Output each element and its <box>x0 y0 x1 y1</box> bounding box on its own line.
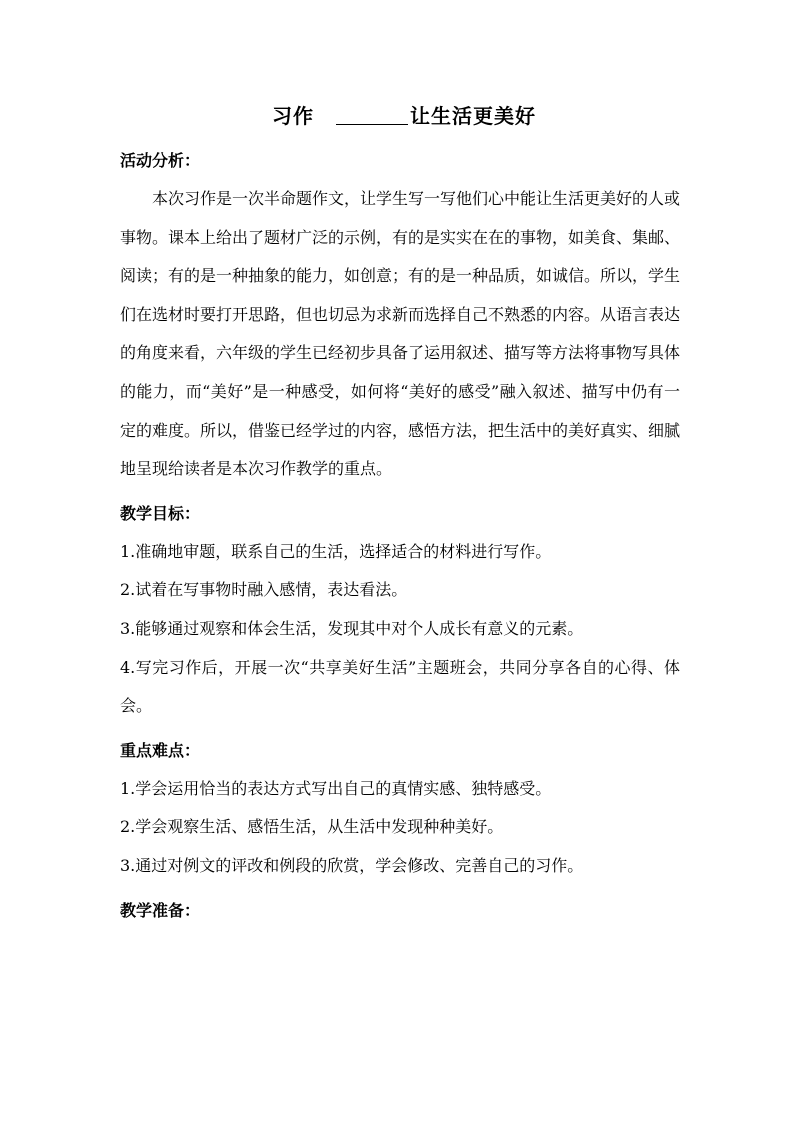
analysis-paragraph: 本次习作是一次半命题作文，让学生写一写他们心中能让生活更美好的人或事物。课本上给出了题材广泛的示例，有的是实实在在的事物，如美食、集邮、阅读；有的是一种抽象的能力，如创意；有的是一种品质，如诚信。所以，学生们在选材时要打开思路，但也切忌为求新而选择自己不熟悉的内容。从语言表达的角度来看，六年级的学生已经初步具备了运用叙述、描写等方法将事物写具体的能力，而“美好”是一种感受，如何将“美好的感受”融入叙述、描写中仍有一定的难度。所以，借鉴已经学过的内容，感悟方法，把生活中的美好真实、细腻地呈现给读者是本次习作教学的重点。 <box>120 189 681 479</box>
analysis-heading: 活动分析： <box>120 151 201 170</box>
goal-item-1: 1.准确地审题，联系自己的生活，选择适合的材料进行写作。 <box>120 541 552 561</box>
document-title <box>128 96 680 136</box>
keypoint-item-3: 3.通过对例文的评改和例段的欣赏，学会修改、完善自己的习作。 <box>120 855 584 875</box>
goal-item-2: 2.试着在写事物时融入感情，表达看法。 <box>120 580 408 600</box>
goal-item-4: 4.写完习作后，开展一次“共享美好生活”主题班会，共同分享各自的心得、体会。 <box>120 657 680 716</box>
goal-item-3: 3.能够通过观察和体会生活，发现其中对个人成长有意义的元素。 <box>120 618 584 638</box>
title-prefix: 习作 <box>272 104 314 128</box>
title-suffix: 让生活更美好 <box>410 104 536 128</box>
goals-heading: 教学目标： <box>120 503 201 523</box>
title-blank-line <box>336 104 408 125</box>
keypoint-item-2: 2.学会观察生活、感悟生活，从生活中发现种种美好。 <box>120 817 504 837</box>
document-page <box>120 96 680 930</box>
keypoint-item-1: 1.学会运用恰当的表达方式写出自己的真情实感、独特感受。 <box>120 778 552 798</box>
keypoints-heading: 重点难点： <box>120 740 201 760</box>
preparation-heading: 教学准备： <box>120 900 201 920</box>
